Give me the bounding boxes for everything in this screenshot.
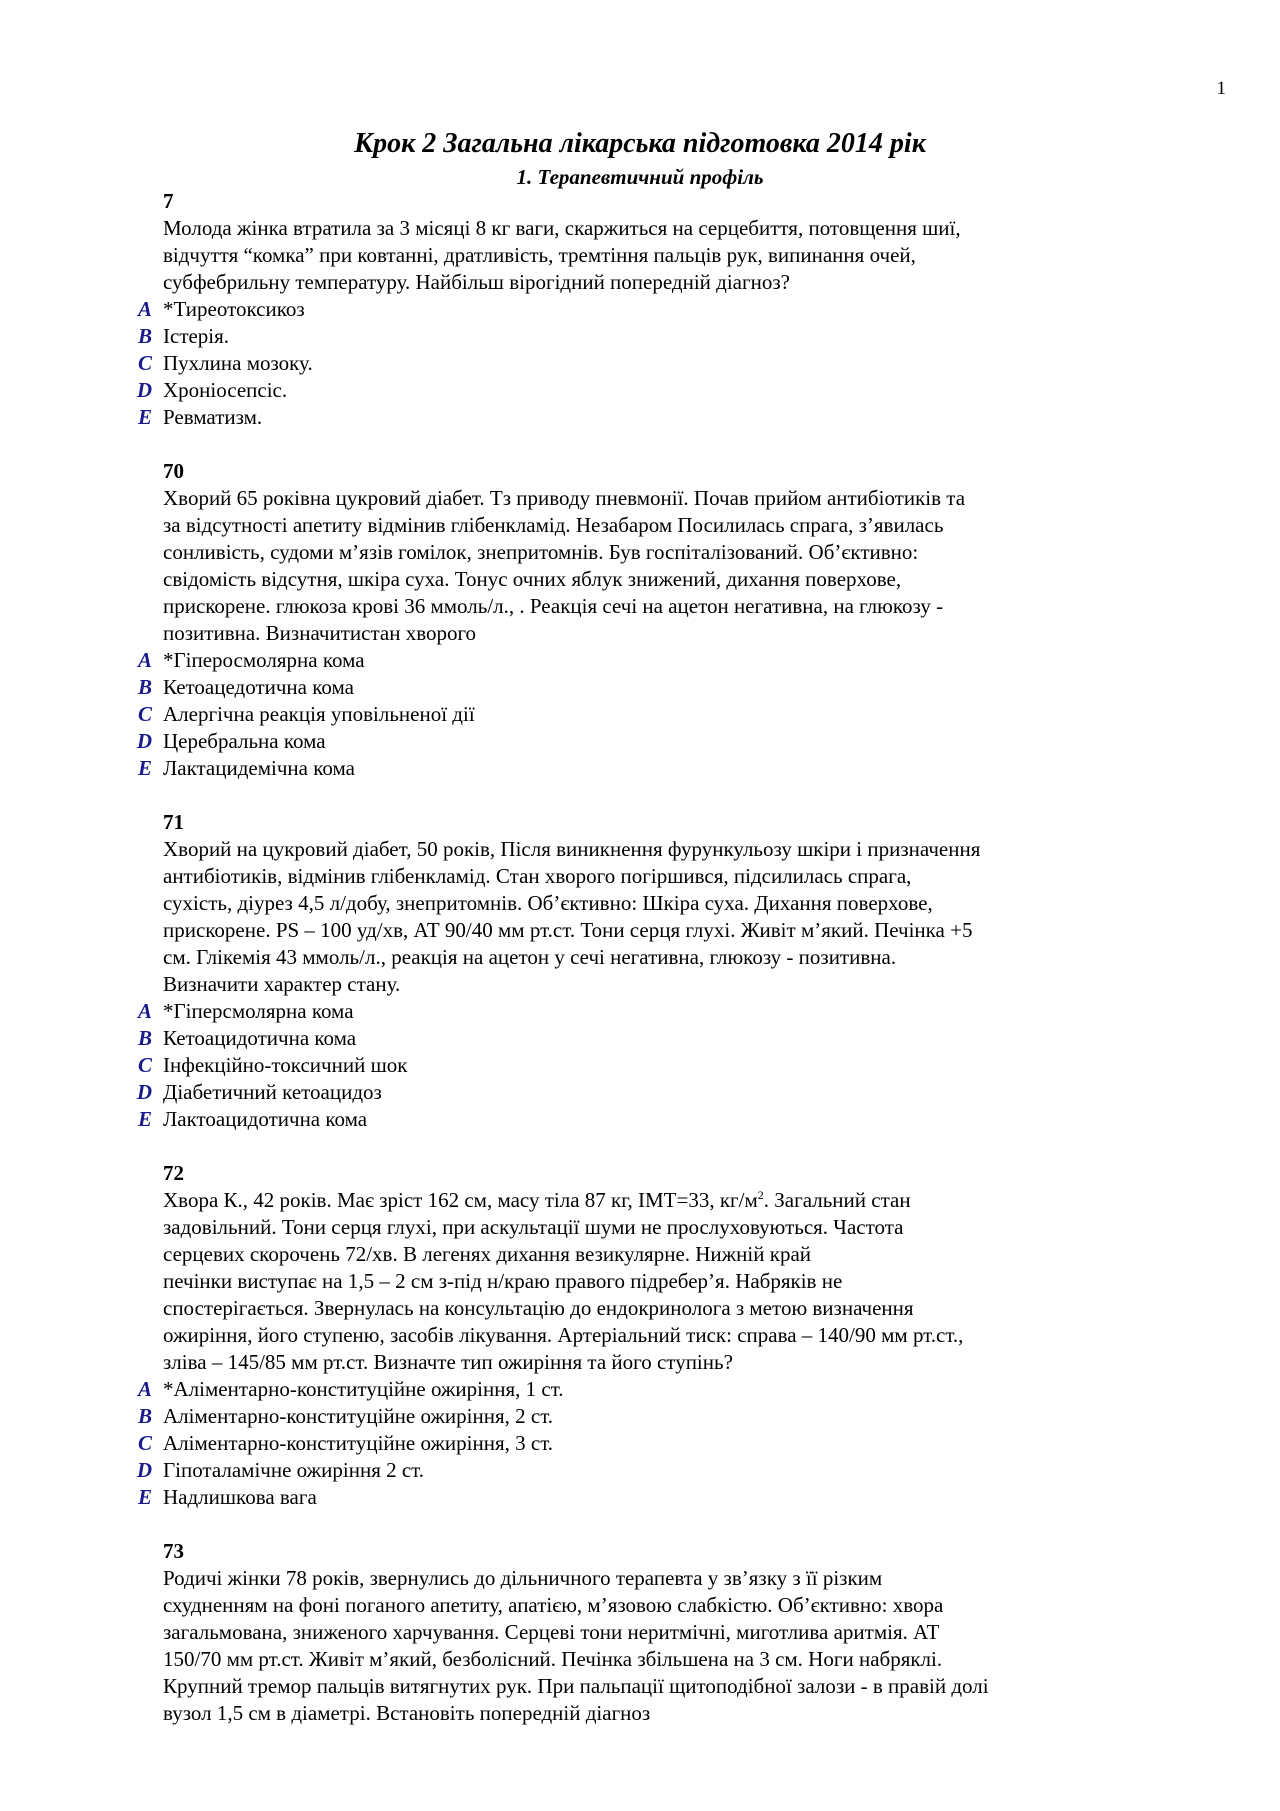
answer-option-c [137,701,1280,728]
option-text: Діабетичний кетоацидоз [163,1080,382,1104]
answer-option-a [137,296,1280,323]
option-letter: C [137,1431,152,1455]
option-letter: D [136,1458,152,1482]
option-text: Лактацидемічна кома [163,756,355,780]
answer-option-e [137,1484,1280,1511]
option-text: Істерія. [163,324,230,348]
option-text: Церебральна кома [163,729,326,753]
option-text: Аліментарно-конституційне ожиріння, 3 ст. [163,1431,554,1455]
option-letter: B [137,324,152,348]
option-letter: E [137,1485,152,1509]
section-subtitle: 1. Терапевтичний профіль [516,165,764,189]
question-71 [0,809,1280,1133]
option-letter: C [137,1053,152,1077]
option-text: Лактоацидотична кома [163,1107,368,1131]
answer-option-a [137,998,1280,1025]
question-number: 71 [163,810,184,834]
superscript: 2 [757,1188,764,1202]
answer-option-c [137,1052,1280,1079]
question-text: Молода жінка втратила за 3 місяці 8 кг ваги, скаржиться на серцебиття, потовщення шиї, відчуття “комка” при ковтанні, дратливість, тремтіння пальців рук, випинання очей, субфебрильну температуру. Найбільш вірогідний попередній діагноз? [163,216,961,294]
option-letter: C [137,702,152,726]
option-text: *Гіперосмолярна кома [163,648,365,672]
option-text: Пухлина мозоку. [163,351,313,375]
option-letter: B [137,675,152,699]
answer-option-c [137,350,1280,377]
question-72 [0,1160,1280,1511]
option-text: Ревматизм. [163,405,263,429]
option-letter: D [136,1080,152,1104]
option-text: Хроніосепсіс. [163,378,288,402]
answer-option-e [137,1106,1280,1133]
option-letter: B [137,1404,152,1428]
option-letter: A [137,297,152,321]
answer-option-d [136,1457,1280,1484]
question-text: Хворий на цукровий діабет, 50 років, Після виникнення фурункульозу шкіри і призначення антибіотиків, відмінив глібенкламід. Стан хворого погіршився, підсилилась спрага, сухість, діурез 4,5 л/добу, знепритомнів. Об’єктивно: Шкіра суха. Дихання поверхове, прискорене. PS – 100 уд/хв, АТ 90/40 мм рт.ст. Тони серця глухі. Живіт м’який. Печінка +5 см. Глікемія 43 ммоль/л., реакція на ацетон у сечі негативна, глюкозу - позитивна. Визначити характер стану. [163,837,981,996]
question-text-part: . Загальний стан задовільний. Тони серця глухі, при аскультації шуми не прослуховуються. Частота серцевих скорочень 72/хв. В легенях дихання везикулярне. Нижній край печінки виступає на 1,5 – 2 см з-під н/краю правого підребер’я. Набряків не спостерігається. Звернулась на консультацію до ендокринолога з метою визначення ожиріння, його ступеню, засобів лікування. Артеріальний тиск: справа – 140/90 мм рт.ст., зліва – 145/85 мм рт.ст. Визначте тип ожиріння та його ступінь? [163,1188,964,1374]
option-text: *Аліментарно-конституційне ожиріння, 1 ст. [163,1377,564,1401]
option-letter: A [137,999,152,1023]
question-number: 7 [163,189,174,213]
answer-option-b [137,674,1280,701]
question-text-part: Хвора К., 42 років. Має зріст 162 см, масу тіла 87 кг, ІМТ=33, кг/м [163,1188,758,1212]
option-letter: D [136,729,152,753]
answer-option-d [136,728,1280,755]
option-letter: D [136,378,152,402]
question-text: Родичі жінки 78 років, звернулись до дільничного терапевта у зв’язку з її різким схудненням на фоні поганого апетиту, апатією, м’язовою слабкістю. Об’єктивно: хвора загальмована, зниженого харчування. Серцеві тони неритмічні, миготлива аритмія. АТ 150/70 мм рт.ст. Живіт м’який, безболісний. Печінка збільшена на 3 см. Ноги набряклі. Крупний тремор пальців витягнутих рук. При пальпації щитоподібної залози - в правій долі вузол 1,5 см в діаметрі. Встановіть попередній діагноз [163,1566,989,1725]
answer-option-d [136,1079,1280,1106]
option-text: Гіпоталамічне ожиріння 2 ст. [163,1458,425,1482]
question-number: 73 [163,1539,184,1563]
option-text: *Тиреотоксикоз [163,297,305,321]
question-70 [0,458,1280,782]
option-text: *Гіперсмолярна кома [163,999,354,1023]
option-letter: E [137,756,152,780]
option-text: Надлишкова вага [163,1485,317,1509]
question-7 [0,188,1280,431]
option-text: Кетоацедотична кома [163,675,354,699]
option-text: Інфекційно-токсичний шок [163,1053,408,1077]
option-letter: A [137,648,152,672]
option-text: Аліментарно-конституційне ожиріння, 2 ст. [163,1404,554,1428]
option-letter: E [137,405,152,429]
answer-option-e [137,755,1280,782]
answer-option-b [137,1025,1280,1052]
option-text: Кетоацидотична кома [163,1026,357,1050]
question-text [163,1187,1113,1376]
answer-option-e [137,404,1280,431]
answer-option-a [137,647,1280,674]
question-number: 72 [163,1161,184,1185]
answer-option-b [137,323,1280,350]
questions-list [0,188,1280,1754]
page-title: Крок 2 Загальна лікарська підготовка 2014 рік [354,128,926,159]
answer-option-d [136,377,1280,404]
page-number: 1 [1216,78,1226,99]
option-letter: E [137,1107,152,1131]
question-text: Хворий 65 роківна цукровий діабет. Тз приводу пневмонії. Почав прийом антибіотиків та за відсутності апетиту відмінив глібенкламід. Незабаром Посилилась спрага, з’явилась сонливість, судоми м’язів гомілок, знепритомнів. Був госпіталізований. Об’єктивно: свідомість відсутня, шкіра суха. Тонус очних яблук знижений, дихання поверхове, прискорене. глюкоза крові 36 ммоль/л., . Реакція сечі на ацетон негативна, на глюкозу - позитивна. Визначитистан хворого [163,486,966,645]
answer-option-b [137,1403,1280,1430]
answer-option-a [137,1376,1280,1403]
option-letter: B [137,1026,152,1050]
option-letter: C [137,351,152,375]
option-text: Алергічна реакція уповільненої дії [163,702,475,726]
option-letter: A [137,1377,152,1401]
answer-option-c [137,1430,1280,1457]
question-number: 70 [163,459,184,483]
question-73 [0,1538,1280,1727]
